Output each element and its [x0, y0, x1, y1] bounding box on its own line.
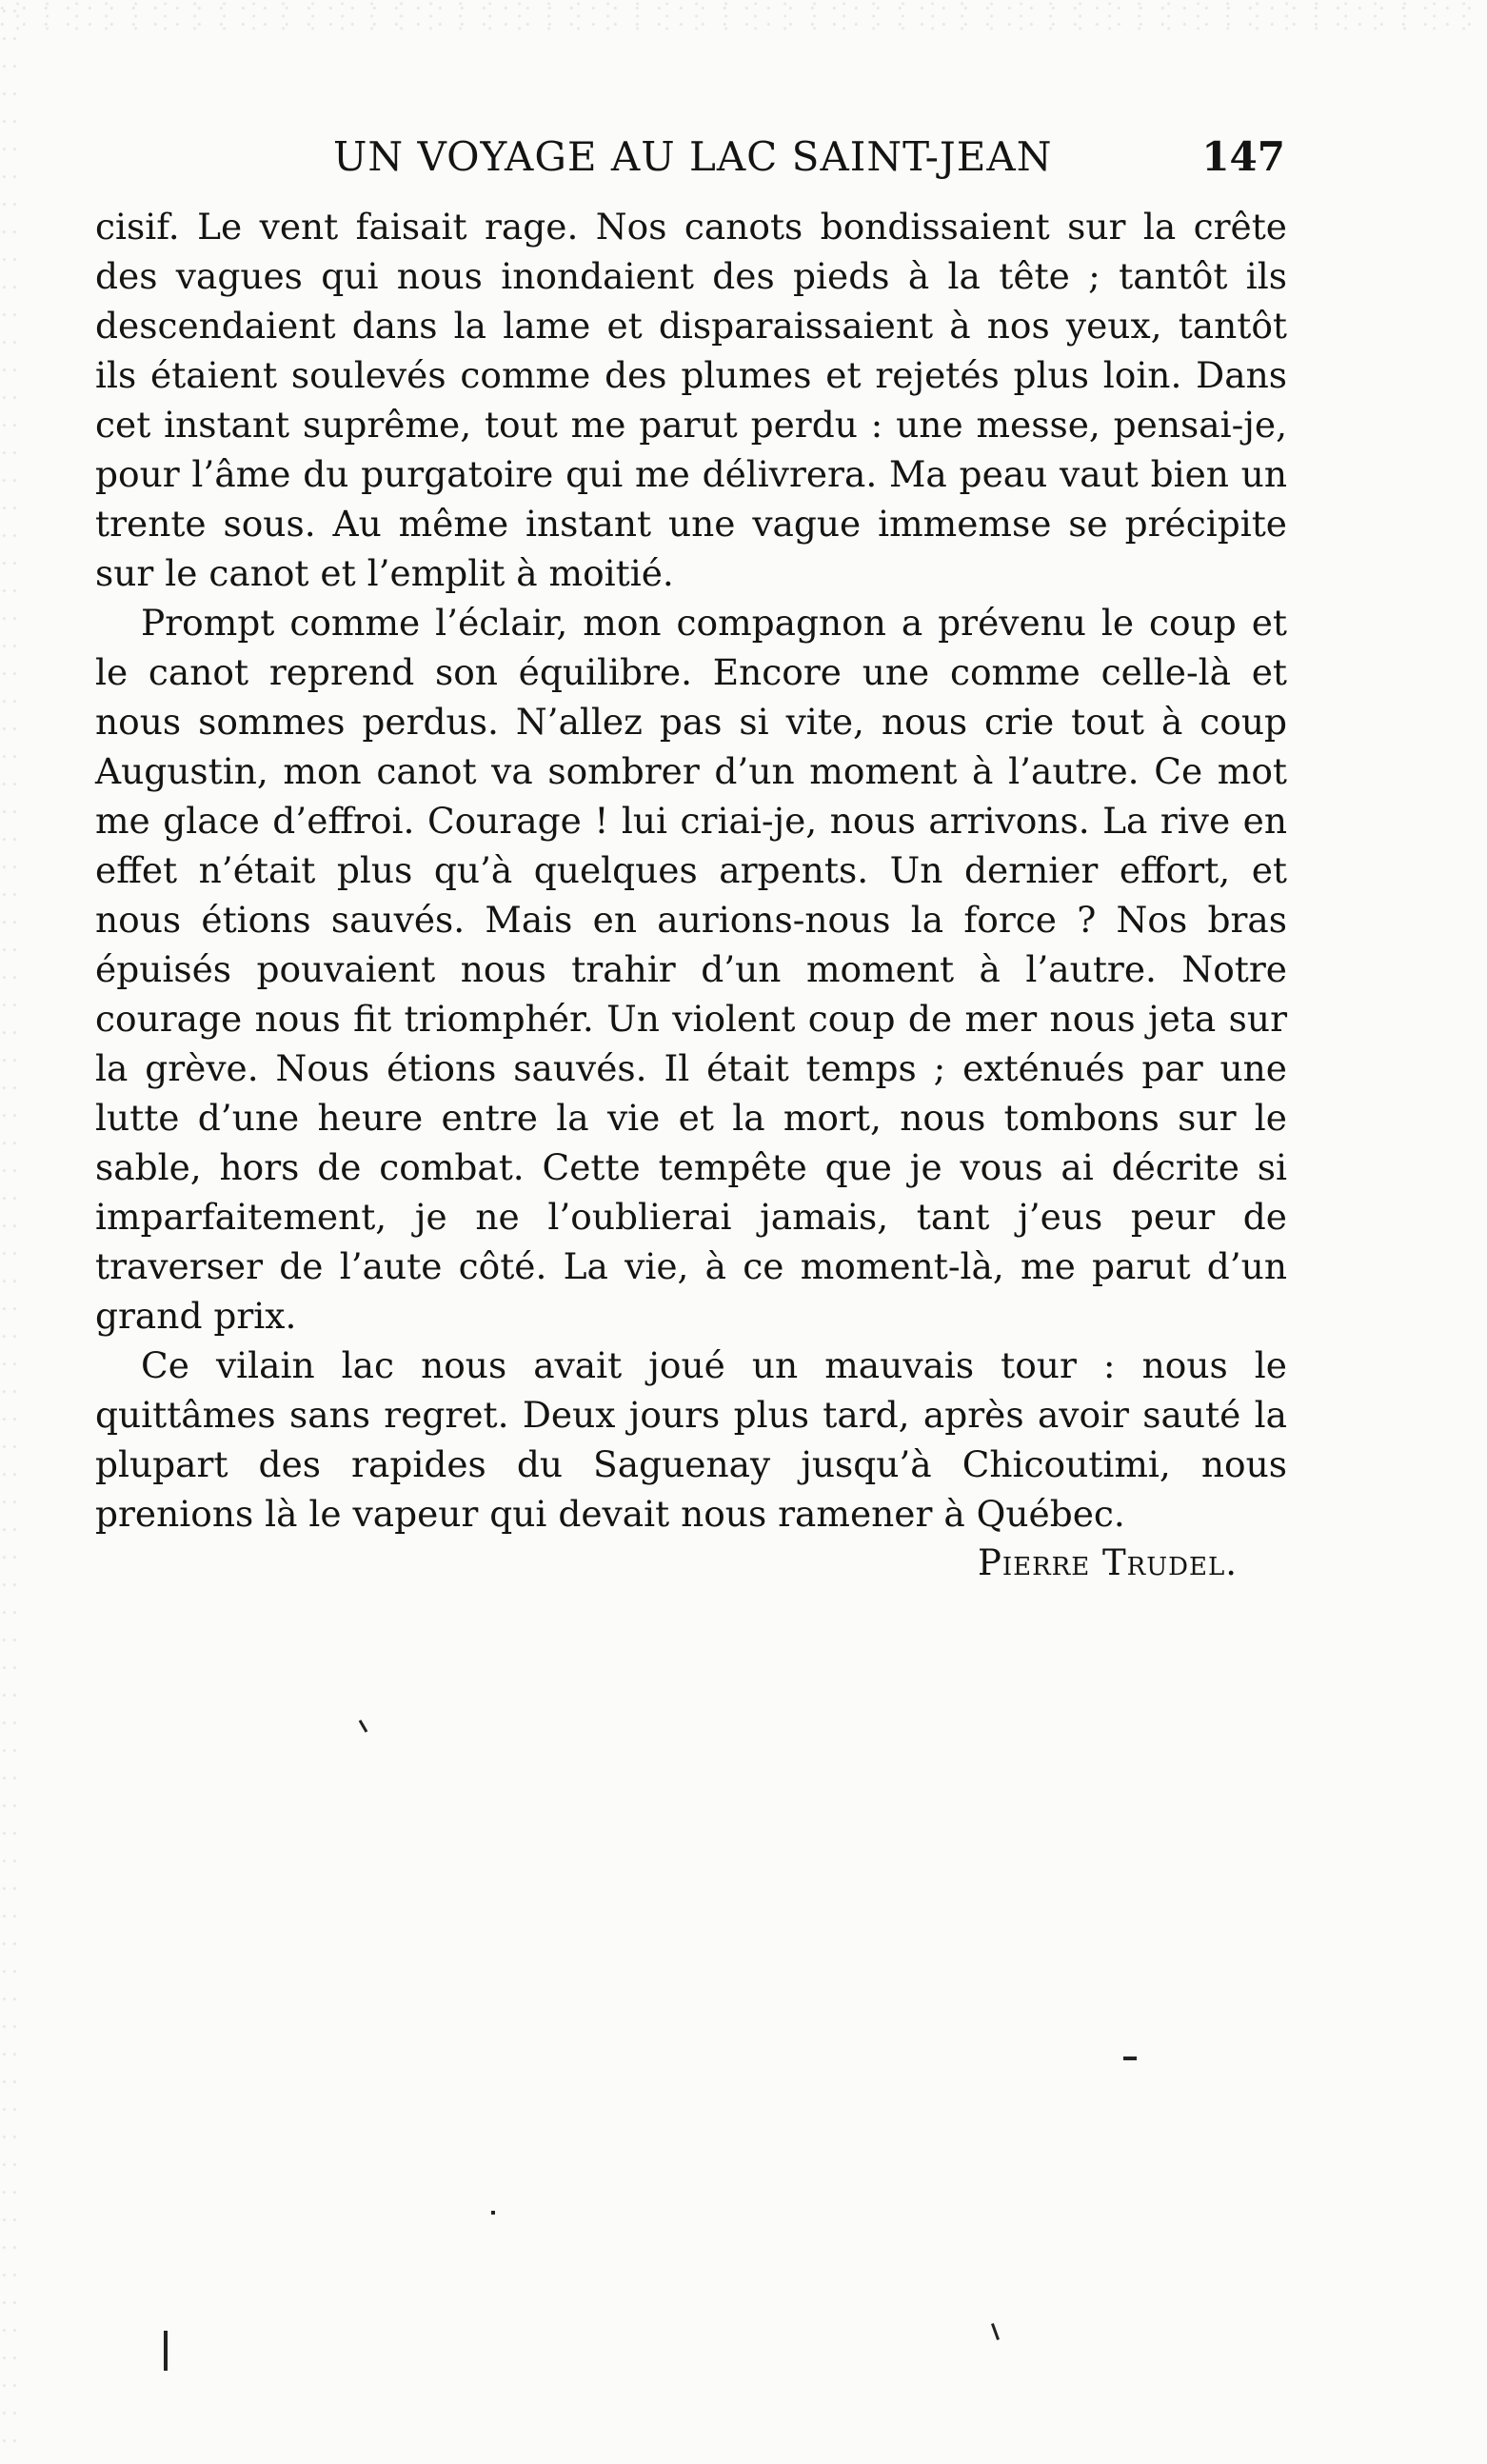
print-speck	[359, 1719, 368, 1733]
print-speck	[164, 2331, 168, 2371]
paragraph-3: Ce vilain lac nous avait joué un mauvais tour : nous le quittâmes sans regret. Deux jours plus tard, après avoir sauté la plupart des rapides du Saguenay jusqu’à Chicoutimi, nous prenions là le vapeur qui devait nous ramener à Québec.	[95, 1344, 1287, 1535]
running-title: UN VOYAGE AU LAC SAINT-JEAN	[333, 133, 1053, 180]
running-head	[95, 133, 1285, 200]
paragraph-1: cisif. Le vent faisait rage. Nos canots bondissaient sur la crête des vagues qui nous inondaient des pieds à la tête ; tantôt ils descendaient dans la lame et disparaissaient à nos yeux, tantôt ils étaient soulevés comme des plumes et rejetés plus loin. Dans cet instant suprême, tout me parut perdu : une messe, pensai-je, pour l’âme du purgatoire qui me délivrera. Ma peau vaut bien un trente sous. Au même instant une vague immemse se précipite sur le canot et l’emplit à moitié.	[95, 206, 1287, 594]
author-signature: Pierre Trudel.	[977, 1542, 1238, 1583]
paragraph-2: Prompt comme l’éclair, mon compagnon a prévenu le coup et le canot reprend son équilibre. Encore une comme celle-là et nous sommes perdus. N’allez pas si vite, nous crie tout à coup Augustin, mon canot va sombrer d’un moment à l’autre. Ce mot me glace d’effroi. Courage ! lui criai-je, nous arrivons. La rive en effet n’était plus qu’à quelques arpents. Un dernier effort, et nous étions sauvés. Mais en aurions-nous la force ? Nos bras épuisés pouvaient nous trahir d’un moment à l’autre. Notre courage nous fit triomphér. Un violent coup de mer nous jeta sur la grève. Nous étions sauvés. Il était temps ; exténués par une lutte d’une heure entre la vie et la mort, nous tombons sur le sable, hors de combat. Cette tempête que je vous ai décrite si imparfaitement, je ne l’oublierai jamais, tant j’eus peur de traverser de l’aute côté. La vie, à ce moment-là, me parut d’un grand prix.	[95, 602, 1287, 1337]
print-speck	[991, 2323, 1000, 2340]
body-text	[95, 202, 1287, 1539]
print-speck	[491, 2211, 495, 2215]
print-speck	[1123, 2057, 1137, 2060]
page-number: 147	[1201, 133, 1285, 180]
